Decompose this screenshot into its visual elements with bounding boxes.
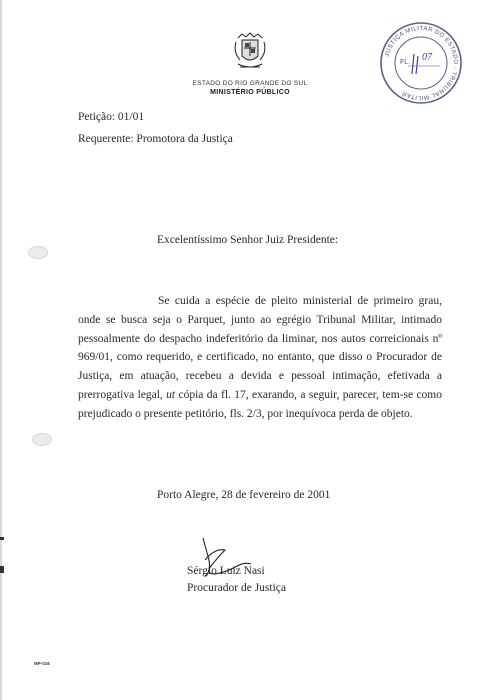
body-paragraph — [78, 292, 442, 424]
scan-edge — [0, 0, 2, 700]
body-text-part: Se cuida a espécie de pleito ministerial de primeiro grau, onde se busca seja o Parquet, junto ao egrégio Tribunal Militar, intimado pessoalmente do despacho indeferitório da liminar, nos autos correicionais nº 969/01, como requerido, e certificado, no entanto, que disso o Procurador de Justiça, em atuação, recebeu a devida e pessoal intimação, efetivada a prerrogativa legal, — [78, 295, 442, 401]
header-state-name: ESTADO DO RIO GRANDE DO SUL — [192, 80, 308, 87]
tribunal-stamp — [378, 20, 464, 106]
body-text-part: cópia da fl. 17, exarando, a seguir, parecer, tem-se como prejudicado o presente petitório, fls. 2/3, por inequívoca perda de objeto. — [78, 388, 442, 420]
signatory-name: Sérgio Luiz Nasi — [187, 565, 265, 577]
punch-hole — [28, 246, 48, 259]
state-coat-of-arms-icon — [232, 30, 268, 74]
stamp-folio-label: FL. — [400, 59, 411, 66]
scan-edge-mark — [0, 566, 4, 573]
body-italic-word: ut — [166, 388, 176, 401]
punch-hole — [32, 433, 52, 446]
place-and-date: Porto Alegre, 28 de fevereiro de 2001 — [157, 489, 331, 501]
signatory-title: Procurador de Justiça — [187, 582, 286, 594]
form-code: MP-016 — [34, 661, 50, 666]
scan-edge-mark — [0, 537, 4, 540]
stamp-text: JUSTIÇA MILITAR DO ESTADO · TRIBUNAL MILITAR — [384, 25, 459, 101]
stamp-folio-number: 07 — [422, 52, 432, 63]
requester: Requerente: Promotora da Justiça — [78, 133, 233, 145]
salutation: Excelentíssimo Senhor Juiz Presidente: — [157, 234, 339, 246]
petition-number: Petição: 01/01 — [78, 111, 145, 123]
header-institution-name: MINISTÉRIO PÚBLICO — [210, 89, 290, 96]
